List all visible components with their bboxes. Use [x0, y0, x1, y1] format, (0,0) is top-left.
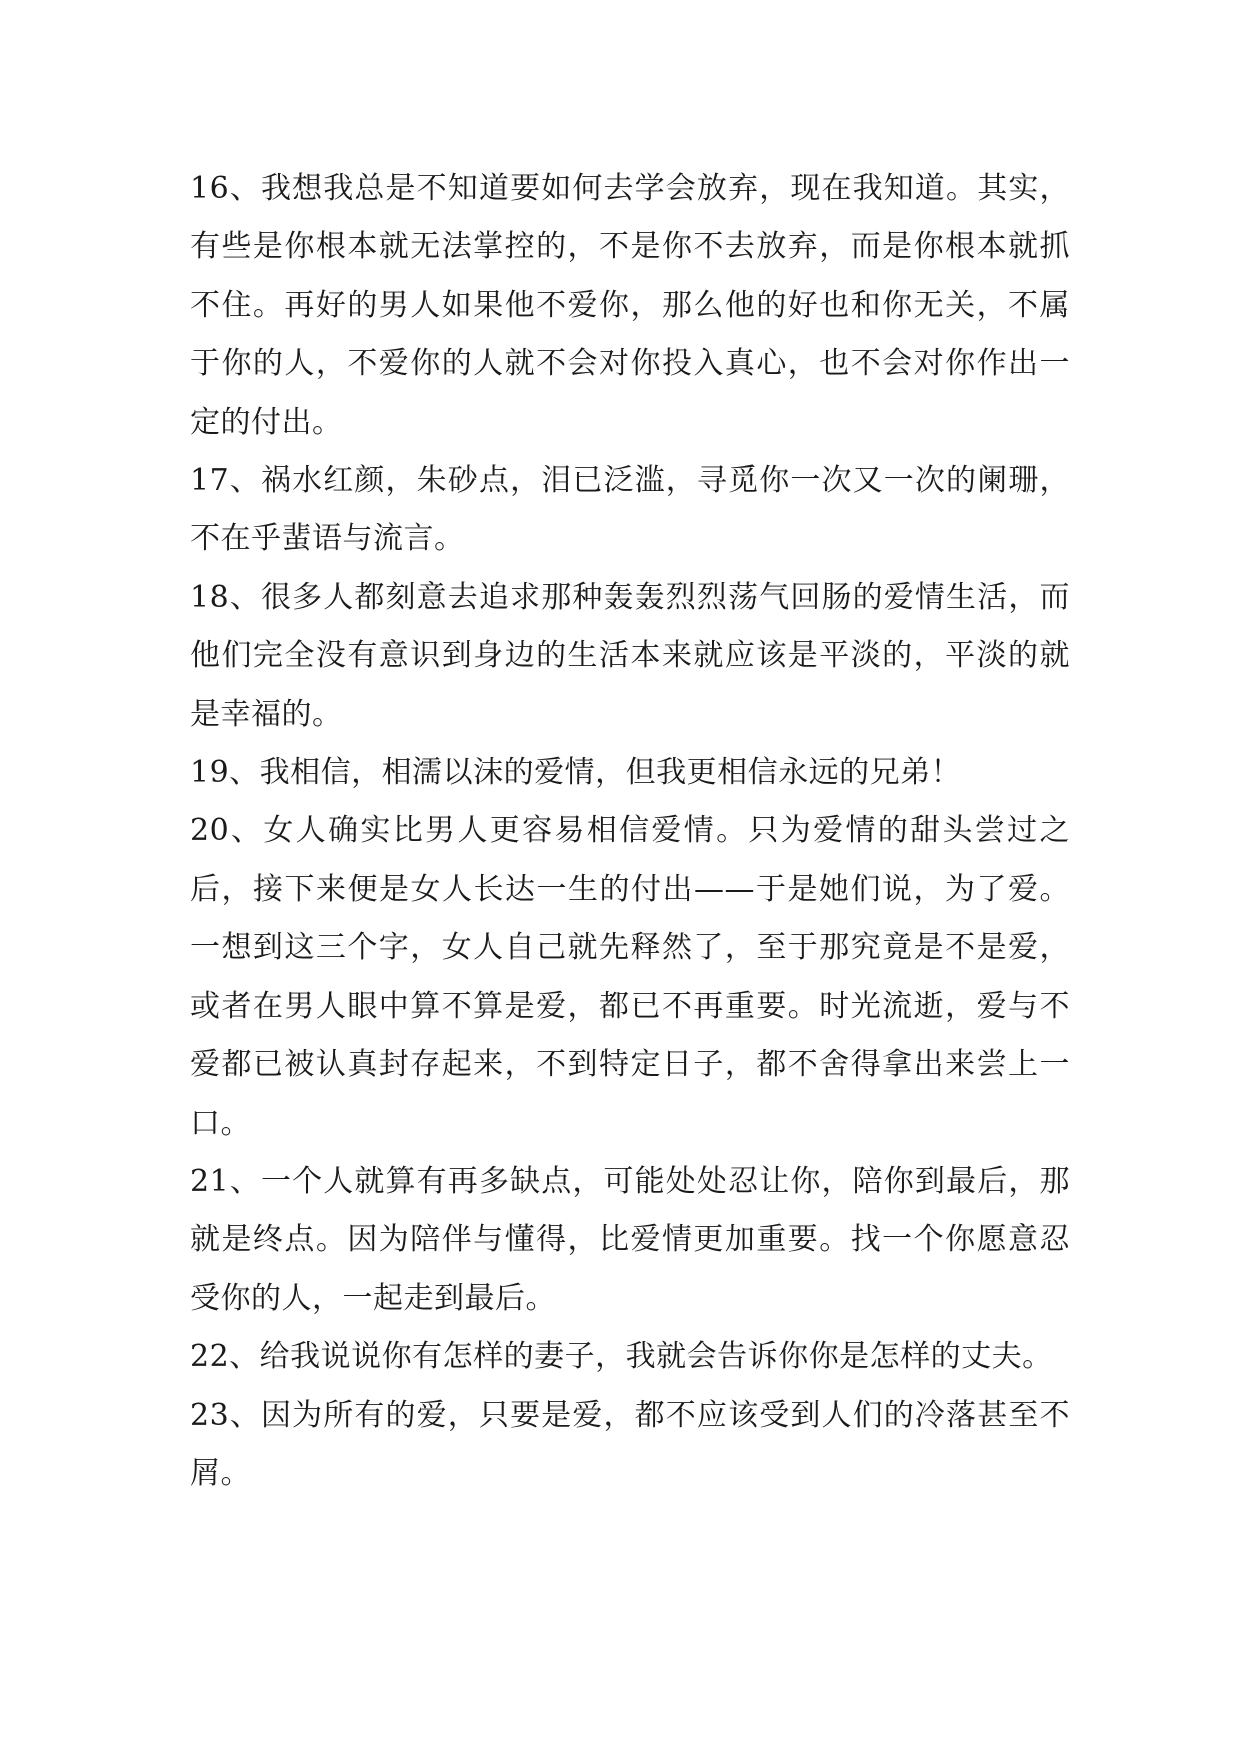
paragraph-18: 18、很多人都刻意去追求那种轰轰烈烈荡气回肠的爱情生活，而他们完全没有意识到身边的生活本来就应该是平淡的，平淡的就是幸福的。 — [190, 579, 1070, 732]
paragraph-19: 19、我相信，相濡以沫的爱情，但我更相信永远的兄弟！ — [190, 755, 962, 791]
document-body — [190, 160, 1070, 1503]
paragraph-21: 21、一个人就算有再多缺点，可能处处忍让你，陪你到最后，那就是终点。因为陪伴与懂得，比爱情更加重要。找一个你愿意忍受你的人，一起走到最后。 — [190, 1163, 1070, 1316]
paragraph-17: 17、祸水红颜，朱砂点，泪已泛滥，寻觅你一次又一次的阑珊，不在乎蜚语与流言。 — [190, 463, 1070, 557]
paragraph-16: 16、我想我总是不知道要如何去学会放弃，现在我知道。其实，有些是你根本就无法掌控的，不是你不去放弃，而是你根本就抓不住。再好的男人如果他不爱你，那么他的好也和你无关，不属于你的人，不爱你的人就不会对你投入真心，也不会对你作出一定的付出。 — [190, 171, 1070, 440]
paragraph-23: 23、因为所有的爱，只要是爱，都不应该受到人们的冷落甚至不屑。 — [190, 1397, 1070, 1491]
paragraph-20: 20、女人确实比男人更容易相信爱情。只为爱情的甜头尝过之后，接下来便是女人长达一生的付出——于是她们说，为了爱。一想到这三个字，女人自己就先释然了，至于那究竟是不是爱，或者在男人眼中算不算是爱，都已不再重要。时光流逝，爱与不爱都已被认真封存起来，不到特定日子，都不舍得拿出来尝上一口。 — [190, 813, 1070, 1141]
paragraph-22: 22、给我说说你有怎样的妻子，我就会告诉你你是怎样的丈夫。 — [190, 1339, 1053, 1375]
